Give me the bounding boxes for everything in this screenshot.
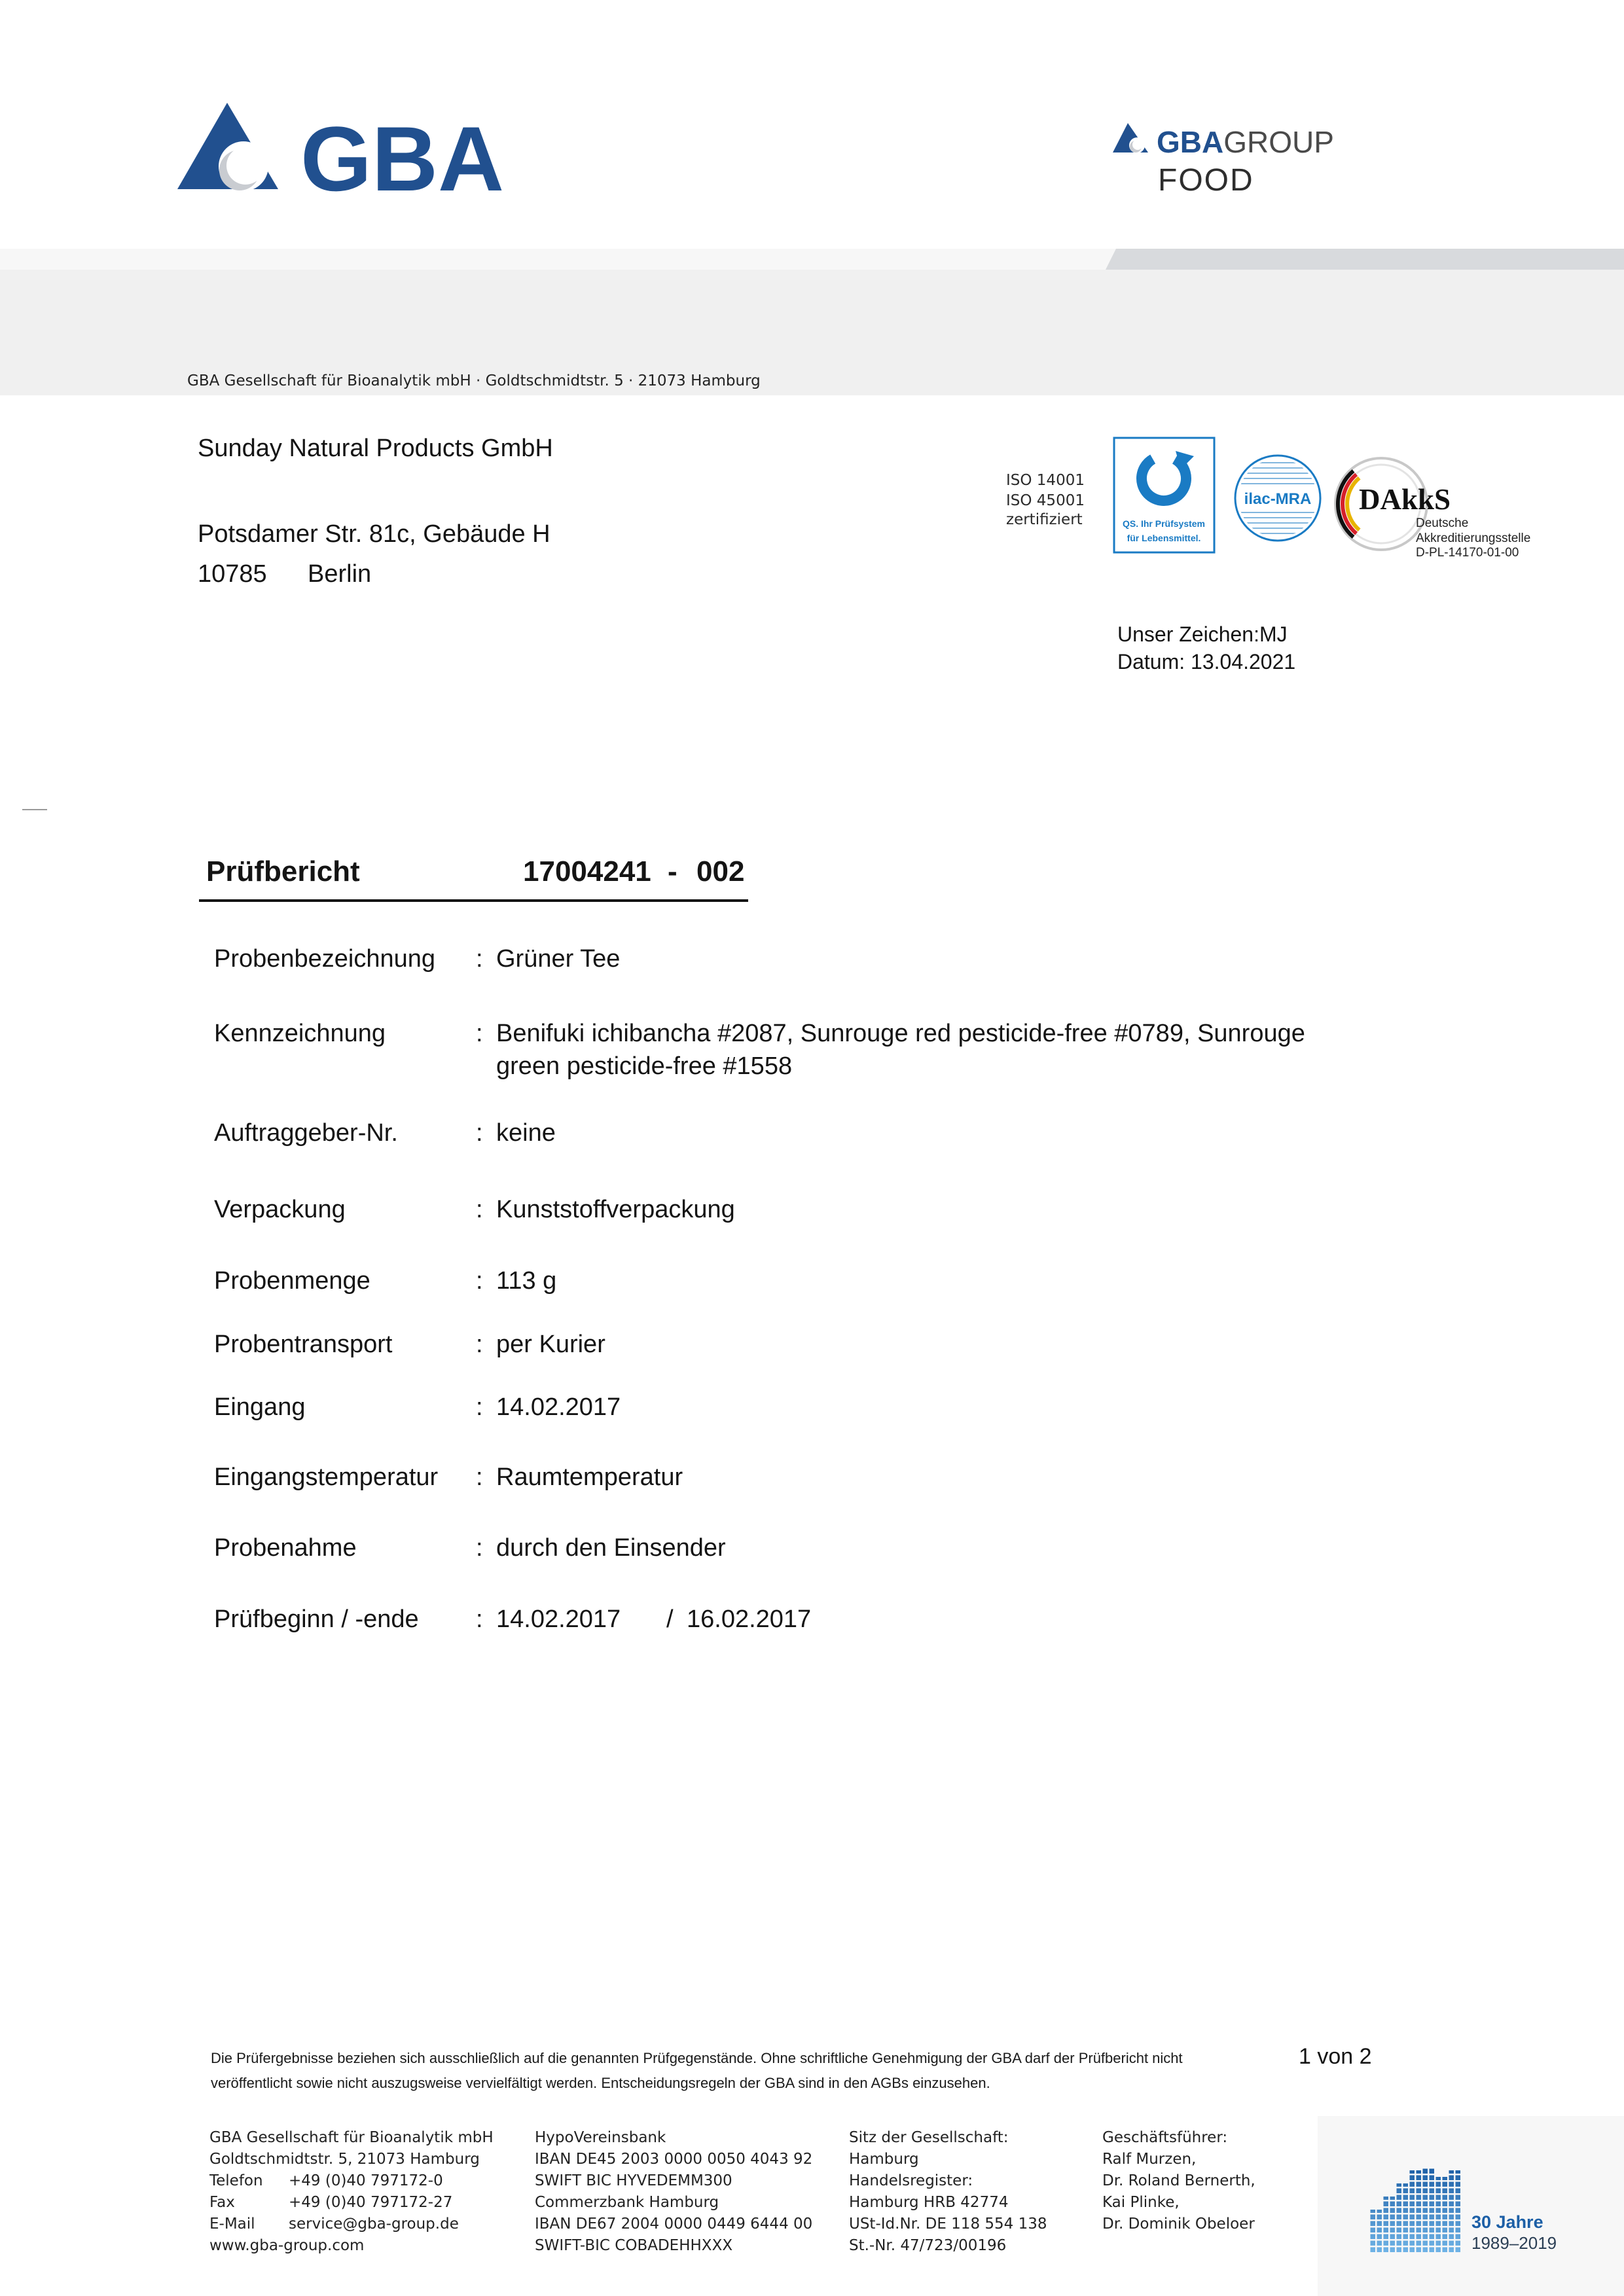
gba-logo bbox=[175, 98, 516, 196]
group-logo-brand: GBA bbox=[1157, 125, 1224, 159]
detail-label: Probentransport bbox=[214, 1331, 393, 1358]
footer-manager-name: Dr. Roland Bernerth, bbox=[1102, 2172, 1255, 2189]
dakks-logo bbox=[1329, 455, 1545, 563]
report-number: 17004241 bbox=[523, 855, 651, 888]
detail-colon: : bbox=[476, 945, 483, 973]
footer-registry-line: St.-Nr. 47/723/00196 bbox=[849, 2237, 1007, 2254]
dakks-logo-line1: Deutsche bbox=[1416, 516, 1469, 530]
detail-row-kennzeichnung bbox=[0, 1020, 1571, 1081]
footer-bank-line: SWIFT BIC HYVEDEMM300 bbox=[535, 2172, 732, 2189]
footer-website: www.gba-group.com bbox=[209, 2237, 365, 2254]
footer-registry-line: Sitz der Gesellschaft: bbox=[849, 2129, 1009, 2146]
footer-registry-line: Hamburg bbox=[849, 2151, 919, 2168]
footer-manager-name: Kai Plinke, bbox=[1102, 2194, 1180, 2211]
footer-registry-column bbox=[849, 2127, 1047, 2257]
detail-value: Kunststoffverpackung bbox=[496, 1196, 735, 1223]
detail-label: Probenahme bbox=[214, 1534, 357, 1562]
detail-row-probenmenge bbox=[0, 1268, 1571, 1294]
footer-registry-line: Handelsregister: bbox=[849, 2172, 973, 2189]
report-number-separator: - bbox=[668, 855, 677, 888]
detail-value: 14.02.2017 bbox=[496, 1393, 621, 1421]
detail-label: Eingangstemperatur bbox=[214, 1463, 439, 1491]
footer-company-name: GBA Gesellschaft für Bioanalytik mbH bbox=[209, 2129, 494, 2146]
qs-logo-line2: für Lebensmittel. bbox=[1127, 533, 1201, 543]
header-band-stripe bbox=[0, 249, 1624, 270]
qs-logo bbox=[1113, 437, 1216, 554]
footer-bank-line: SWIFT-BIC COBADEHHXXX bbox=[535, 2237, 733, 2254]
detail-colon: : bbox=[476, 1119, 483, 1147]
footer-bank-line: IBAN DE45 2003 0000 0050 4043 92 bbox=[535, 2151, 813, 2168]
group-logo-group: GROUP bbox=[1223, 125, 1334, 159]
detail-label: Kennzeichnung bbox=[214, 1020, 386, 1047]
footer-bank-line: HypoVereinsbank bbox=[535, 2129, 666, 2146]
footer-fax-label: Fax bbox=[209, 2194, 235, 2211]
disclaimer-line-1: Die Prüfergebnisse beziehen sich ausschließlich auf die genannten Prüfgegenstände. Ohne schriftliche Genehmigung der GBA darf der Prüfbericht nicht bbox=[211, 2050, 1183, 2066]
detail-value: per Kurier bbox=[496, 1331, 605, 1358]
detail-colon: : bbox=[476, 1534, 483, 1562]
reference-date: Datum: 13.04.2021 bbox=[1117, 650, 1296, 673]
detail-value-end: 16.02.2017 bbox=[687, 1605, 812, 1633]
certified-label: zertifiziert bbox=[1006, 511, 1083, 528]
recipient-street: Potsdamer Str. 81c, Gebäude H bbox=[198, 520, 550, 548]
footer-phone bbox=[209, 2170, 494, 2192]
detail-row-eingang bbox=[0, 1394, 1571, 1420]
footer-fax bbox=[209, 2192, 494, 2214]
detail-value-start: 14.02.2017 bbox=[496, 1605, 621, 1633]
footer-email bbox=[209, 2214, 494, 2235]
footer-fax-value: +49 (0)40 797172-27 bbox=[289, 2194, 453, 2211]
detail-colon: : bbox=[476, 1196, 483, 1223]
detail-label: Verpackung bbox=[214, 1196, 346, 1223]
footer-bank-line: IBAN DE67 2004 0000 0449 6444 00 bbox=[535, 2215, 813, 2233]
group-logo-division: FOOD bbox=[1158, 163, 1254, 198]
anniversary-logo-title: 30 Jahre bbox=[1471, 2212, 1543, 2232]
iso-14001-label: ISO 14001 bbox=[1006, 472, 1085, 489]
page-indicator: 1 von 2 bbox=[1299, 2044, 1372, 2069]
footer-email-label: E-Mail bbox=[209, 2215, 255, 2233]
detail-value: 113 g bbox=[496, 1267, 557, 1295]
footer-bank-column bbox=[535, 2127, 812, 2257]
svg-text:GBAGROUP bbox=[1157, 125, 1334, 159]
recipient-name: Sunday Natural Products GmbH bbox=[198, 435, 553, 462]
footer-registry-line: Hamburg HRB 42774 bbox=[849, 2194, 1009, 2211]
detail-label: Prüfbeginn / -ende bbox=[214, 1605, 419, 1633]
detail-row-probenahme bbox=[0, 1535, 1571, 1561]
anniversary-logo bbox=[1365, 2160, 1561, 2255]
footer-company-address: Goldtschmidtstr. 5, 21073 Hamburg bbox=[209, 2151, 480, 2168]
dakks-logo-line2: Akkreditierungsstelle bbox=[1416, 531, 1531, 545]
disclaimer-line-2: veröffentlicht sowie nicht auszugsweise vervielfältigt werden. Entscheidungsregeln der GBA sind in den AGBs einzusehen. bbox=[211, 2075, 990, 2091]
anniversary-logo-years: 1989–2019 bbox=[1471, 2233, 1557, 2253]
detail-row-probenbezeichnung bbox=[0, 946, 1571, 972]
detail-colon: : bbox=[476, 1463, 483, 1491]
detail-value-separator: / bbox=[666, 1605, 674, 1633]
footer-manager-name: Dr. Dominik Obeloer bbox=[1102, 2215, 1255, 2233]
footer-phone-label: Telefon bbox=[209, 2172, 263, 2189]
qs-logo-line1: QS. Ihr Prüfsystem bbox=[1122, 518, 1206, 529]
detail-value-line2: green pesticide-free #1558 bbox=[496, 1052, 793, 1080]
detail-value: Raumtemperatur bbox=[496, 1463, 683, 1491]
footer-registry-line: USt-Id.Nr. DE 118 554 138 bbox=[849, 2215, 1047, 2233]
detail-row-eingangstemperatur bbox=[0, 1464, 1571, 1490]
ilac-logo-text: ilac-MRA bbox=[1244, 490, 1312, 508]
footer-management-title: Geschäftsführer: bbox=[1102, 2129, 1228, 2146]
footer-email-value: service@gba-group.de bbox=[289, 2215, 459, 2233]
report-title: Prüfbericht bbox=[206, 855, 360, 888]
iso-45001-label: ISO 45001 bbox=[1006, 492, 1085, 509]
detail-colon: : bbox=[476, 1020, 483, 1047]
detail-label: Probenbezeichnung bbox=[214, 945, 436, 973]
detail-value: keine bbox=[496, 1119, 556, 1147]
recipient-city: Berlin bbox=[308, 560, 372, 588]
detail-row-pruefbeginn-ende bbox=[0, 1606, 1571, 1632]
footer-bank-line: Commerzbank Hamburg bbox=[535, 2194, 719, 2211]
detail-colon: : bbox=[476, 1331, 483, 1358]
footer-management-column bbox=[1102, 2127, 1255, 2235]
footer-company-column bbox=[209, 2127, 494, 2257]
detail-row-verpackung bbox=[0, 1196, 1571, 1223]
reference-sign: Unser Zeichen:MJ bbox=[1117, 622, 1288, 646]
dakks-logo-name: DAkkS bbox=[1359, 483, 1451, 516]
recipient-zip: 10785 bbox=[198, 560, 267, 588]
detail-value: durch den Einsender bbox=[496, 1534, 726, 1562]
dakks-logo-line3: D-PL-14170-01-00 bbox=[1416, 546, 1519, 560]
footer-manager-name: Ralf Murzen, bbox=[1102, 2151, 1197, 2168]
ilac-mra-logo bbox=[1232, 452, 1324, 544]
detail-colon: : bbox=[476, 1605, 483, 1633]
detail-label: Auftraggeber-Nr. bbox=[214, 1119, 398, 1147]
report-number-suffix: 002 bbox=[696, 855, 745, 888]
detail-colon: : bbox=[476, 1393, 483, 1421]
sender-line: GBA Gesellschaft für Bioanalytik mbH · Goldtschmidtstr. 5 · 21073 Hamburg bbox=[187, 372, 761, 389]
detail-row-probentransport bbox=[0, 1331, 1571, 1357]
report-title-underline bbox=[199, 899, 748, 902]
detail-value: Benifuki ichibancha #2087, Sunrouge red pesticide-free #0789, Sunrouge bbox=[496, 1020, 1305, 1047]
gba-group-food-logo bbox=[1106, 118, 1342, 200]
detail-label: Probenmenge bbox=[214, 1267, 370, 1295]
detail-colon: : bbox=[476, 1267, 483, 1295]
footer-phone-value: +49 (0)40 797172-0 bbox=[289, 2172, 443, 2189]
detail-row-auftraggeber-nr bbox=[0, 1120, 1571, 1146]
gba-logo-text: GBA bbox=[300, 107, 505, 196]
detail-label: Eingang bbox=[214, 1393, 306, 1421]
detail-value: Grüner Tee bbox=[496, 945, 621, 973]
fold-mark bbox=[22, 809, 47, 810]
